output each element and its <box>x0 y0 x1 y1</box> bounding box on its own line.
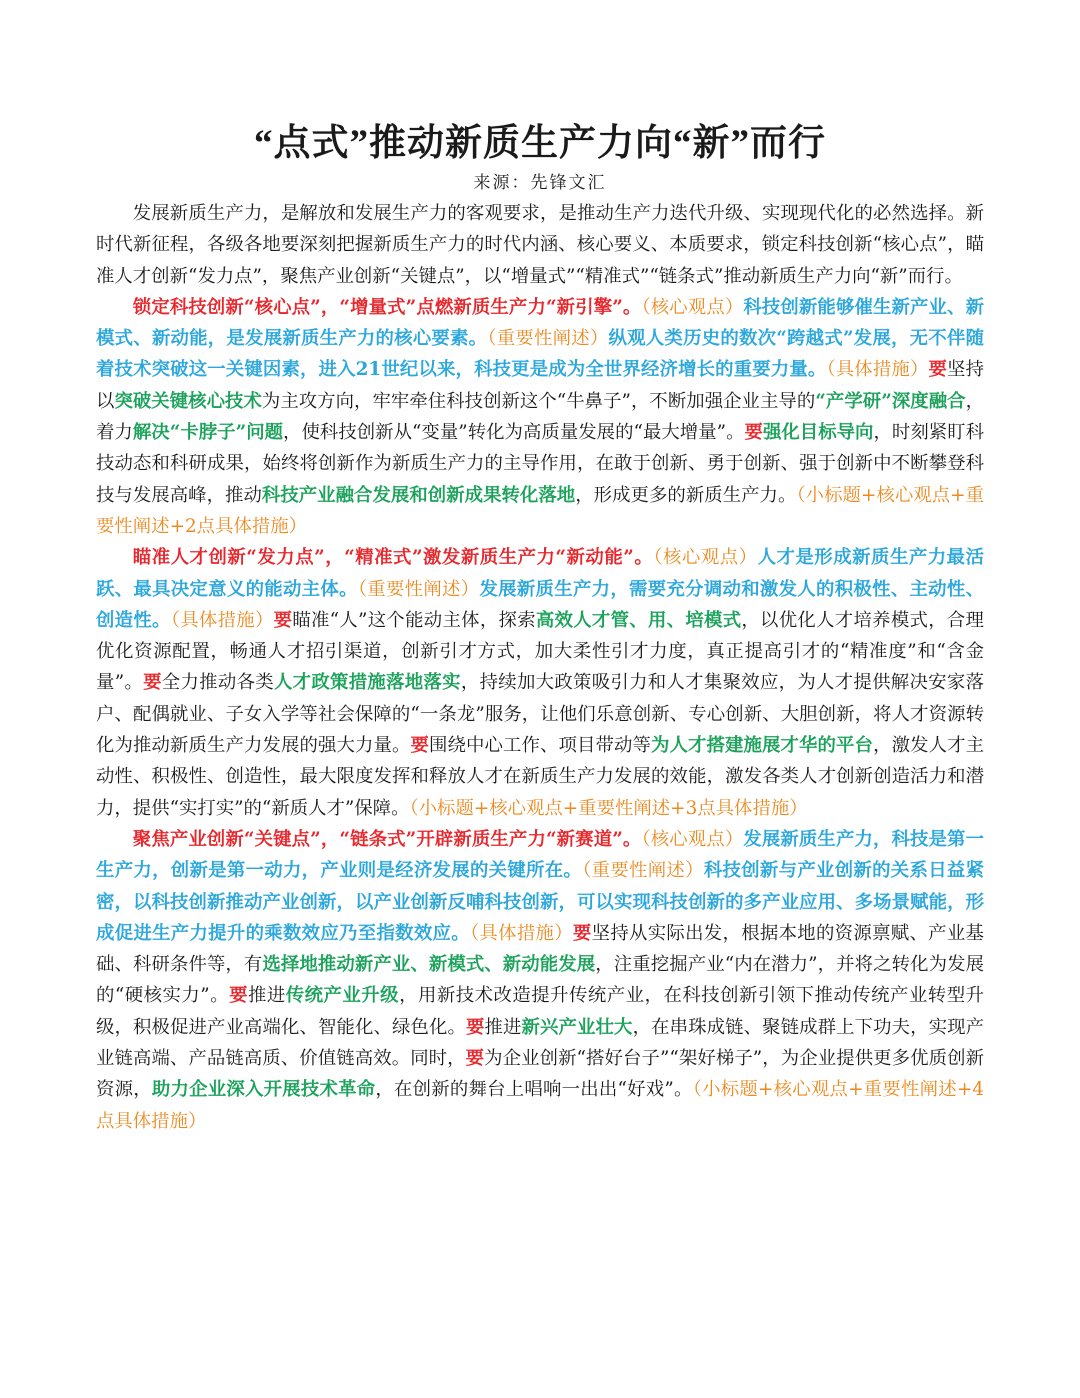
document-page <box>96 120 984 1137</box>
section-1-heading: 锁定科技创新“核心点”，“增量式”点燃新质生产力“新引擎”。 <box>132 296 642 318</box>
section-2-m1-a: 瞄准“人”这个能动主体，探索 <box>292 609 536 631</box>
section-2-m2-yao: 要 <box>143 672 162 694</box>
section-3-m2-g1: 传统产业升级 <box>285 985 400 1007</box>
page-title: “点式”推动新质生产力向“新”而行 <box>254 123 826 164</box>
section-2-m1-b: ，以优化人才培养模式，合理优化资源配置，畅通人才招引渠道，创新引才方式，加大柔性引才力度，真正提高引才的“精准度”和“含金量”。 <box>96 609 984 694</box>
section-1-m1-g3: 解决“卡脖子”问题 <box>132 422 284 444</box>
section-3-importance: 科技创新与产业创新的关系日益紧密，以科技创新推动产业创新，以产业创新反哺科技创新，可以实现科技创新的多产业应用、多场景赋能，形成促进生产力提升的乘数效应乃至指数效应。 <box>96 860 984 944</box>
section-3-m2-a: 推进 <box>247 985 286 1007</box>
section-1-m1-c: ，着力 <box>96 390 984 444</box>
section-3-m4-a: 为企业创新“搭好台子”“架好梯子”，为企业提供更多优质创新资源， <box>96 1048 984 1101</box>
section-3-m1-g1: 选择地推动新产业、新模式、新动能发展 <box>262 954 596 976</box>
section-3-m4-b: ，在创新的舞台上唱响一出出“好戏”。 <box>375 1079 693 1101</box>
section-3-m1-a: 坚持从实际出发，根据本地的资源禀赋、产业基础、科研条件等，有 <box>96 922 984 976</box>
section-1-importance: 纵观人类历史的数次“跨越式”发展，无不伴随着技术突破这一关键因素，进入21世纪以来，科技更是成为全世界经济增长的重要力量。 <box>96 328 984 381</box>
section-1-m1-g2: “产学研”深度融合 <box>815 390 966 412</box>
source-line: 来源：先锋文汇 <box>473 173 607 193</box>
section-3-paragraph <box>96 824 984 1137</box>
section-2-tag-importance: （重要性阐述） <box>357 578 480 600</box>
section-3-m1-yao: 要 <box>572 922 592 944</box>
section-2-core: 人才是形成新质生产力最活跃、最具决定意义的能动主体。 <box>96 547 984 600</box>
section-1-m1-a: 坚持以 <box>96 359 984 412</box>
section-2-m2-b: ，持续加大政策吸引力和人才集聚效应，为人才提供解决安家落户、配偶就业、子女入学等社会保障的“一条龙”服务，让他们乐意创新、专心创新、大胆创新，将人才资源转化为推动新质生产力发展的强大力量。 <box>96 672 984 757</box>
section-3-tag-measures: （具体措施） <box>469 922 573 944</box>
section-1-m1-yao: 要 <box>928 359 948 381</box>
section-2-m1-yao: 要 <box>273 609 293 631</box>
section-1-tag-core: （核心观点） <box>641 296 744 318</box>
section-3-m2-yao: 要 <box>229 985 248 1007</box>
section-1-m2-g2: 科技产业融合发展和创新成果转化落地 <box>261 484 576 506</box>
section-2-importance: 发展新质生产力，需要充分调动和激发人的积极性、主动性、创造性。 <box>96 578 984 631</box>
section-2-tag-core: （核心观点） <box>653 547 758 569</box>
section-3-summary: （小标题+核心观点+重要性阐述+4点具体措施） <box>96 1079 984 1132</box>
section-1-m1-d: ，使科技创新从“变量”转化为高质量发展的“最大增量”。 <box>283 422 745 444</box>
section-3-m3-b: ，在串珠成链、聚链成群上下功夫，实现产业链高端、产品链高质、价值链高效。同时， <box>96 1016 984 1070</box>
section-1-paragraph <box>96 292 984 542</box>
section-3-m1-b: ，注重挖掘产业“内在潜力”，并将之转化为发展的“硬核实力”。 <box>96 954 984 1007</box>
section-3-heading: 聚焦产业创新“关键点”，“链条式”开辟新质生产力“新赛道”。 <box>132 828 642 850</box>
section-1-core: 科技创新能够催生新产业、新模式、新动能，是发展新质生产力的核心要素。 <box>96 296 984 350</box>
section-2-tag-measures: （具体措施） <box>170 609 274 631</box>
section-2-m2-g1: 人才政策措施落地落实 <box>273 672 461 694</box>
section-3-m4-g1: 助力企业深入开展技术革命 <box>151 1079 376 1101</box>
section-2-m3-yao: 要 <box>410 735 430 757</box>
section-2-m3-g1: 为人才搭建施展才华的平台 <box>651 735 874 757</box>
section-1-tag-measures: （具体措施） <box>826 359 929 381</box>
section-1-m1-g1: 突破关键核心技术 <box>114 390 262 412</box>
section-3-m3-g1: 新兴产业壮大 <box>521 1016 633 1038</box>
section-2-heading: 瞄准人才创新“发力点”，“精准式”激发新质生产力“新动能”。 <box>132 547 654 569</box>
section-1-m2-g1: 强化目标导向 <box>762 422 874 444</box>
section-3-m3-yao: 要 <box>466 1016 485 1038</box>
section-3-m4-yao: 要 <box>465 1048 485 1070</box>
section-1-summary: （小标题+核心观点+重要性阐述+2点具体措施） <box>96 484 984 537</box>
section-1-m2-a: ，时刻紧盯科技动态和科研成果，始终将创新作为新质生产力的主导作用，在敢于创新、勇于创新、强于创新中不断攀登科技与发展高峰，推动 <box>96 422 984 506</box>
section-2-m1-g1: 高效人才管、用、培模式 <box>535 609 742 631</box>
section-3-tag-core: （核心观点） <box>641 828 744 850</box>
intro-paragraph: 发展新质生产力，是解放和发展生产力的客观要求，是推动生产力迭代升级、实现现代化的必然选择。新时代新征程，各级各地要深刻把握新质生产力的时代内涵、核心要义、本质要求，锁定科技创新“核心点”，瞄准人才创新“发力点”，聚焦产业创新“关键点”，以“增量式”“精准式”“链条式”推动新质生产力向“新”而行。 <box>96 203 984 287</box>
section-2-m2-a: 全力推动各类 <box>161 672 274 694</box>
section-3-m2-b: ，用新技术改造提升传统产业，在科技创新引领下推动传统产业转型升级，积极促进产业高端化、智能化、绿色化。 <box>96 985 984 1038</box>
section-1-tag-importance: （重要性阐述） <box>487 328 609 350</box>
section-3-m3-a: 推进 <box>484 1016 522 1038</box>
section-3-tag-importance: （重要性阐述） <box>582 860 704 882</box>
section-1-m1-b: 为主攻方向，牢牢牵住科技创新这个“牛鼻子”，不断加强企业主导的 <box>261 390 816 412</box>
section-2-m3-b: ，激发人才主动性、积极性、创造性，最大限度发挥和释放人才在新质生产力发展的效能，激发各类人才创新创造活力和潜力，提供“实打实”的“新质人才”保障。 <box>96 735 984 819</box>
section-2-m3-a: 围绕中心工作、项目带动等 <box>429 735 652 757</box>
section-1-m2-b: ，形成更多的新质生产力。 <box>575 484 797 506</box>
section-2-summary: （小标题+核心观点+重要性阐述+3点具体措施） <box>409 797 808 819</box>
section-3-core: 发展新质生产力，科技是第一生产力，创新是第一动力，产业则是经济发展的关键所在。 <box>96 828 984 882</box>
section-1-m2-yao: 要 <box>744 422 763 444</box>
section-2-paragraph <box>96 542 984 824</box>
